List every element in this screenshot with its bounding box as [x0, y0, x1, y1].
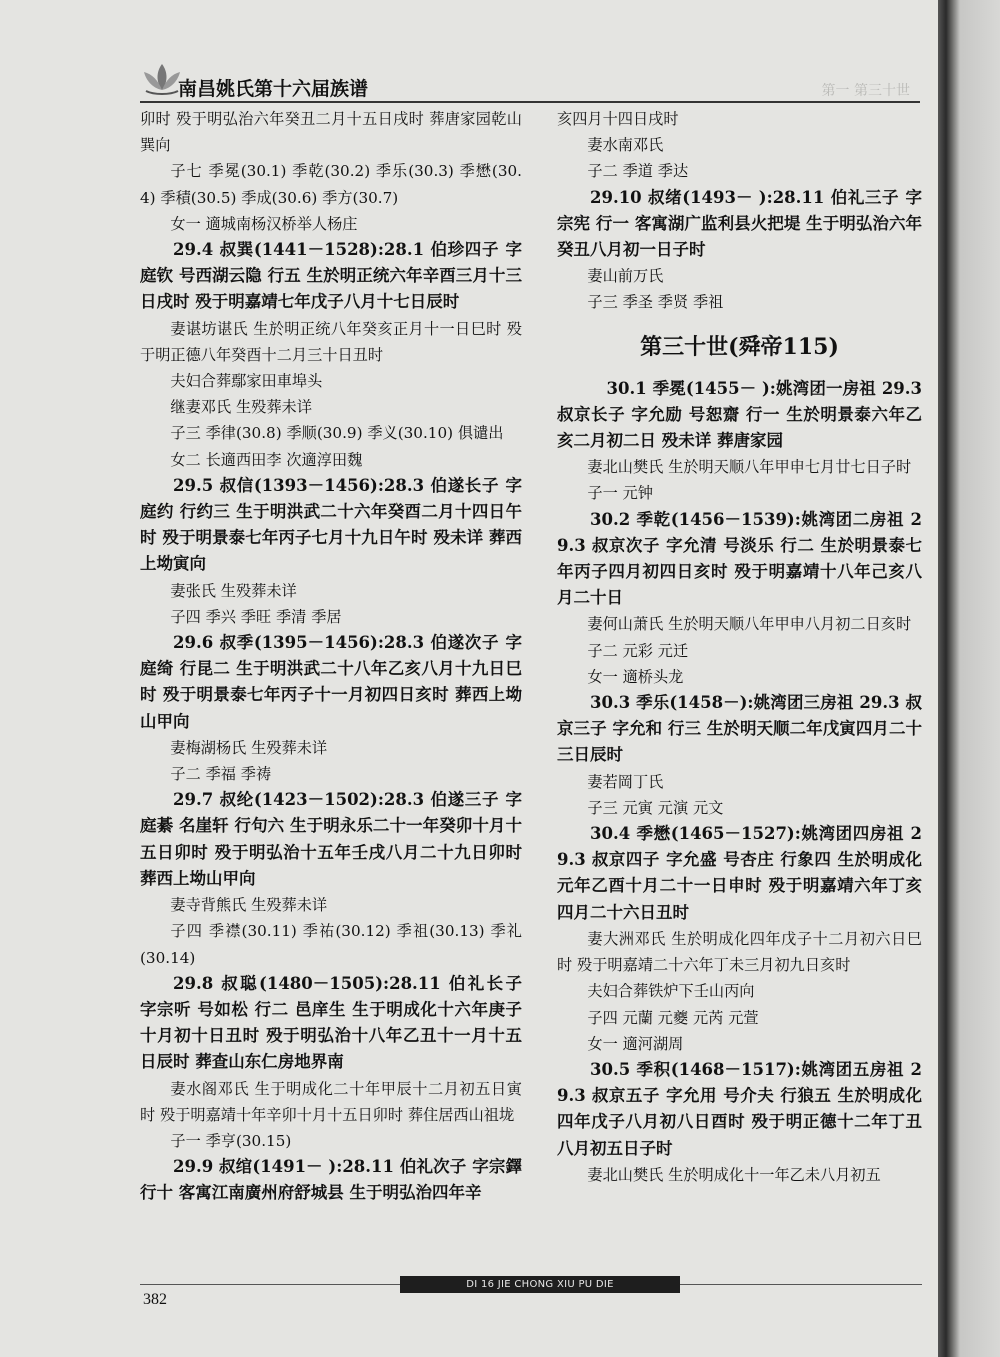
entry-line: 女二 长適西田李 次適淳田魏: [170, 450, 363, 469]
header-rule: [140, 101, 920, 103]
entry-line: 妻寺背熊氏 生殁葬未详: [170, 896, 328, 915]
entry-line: 子一 元钟: [587, 484, 653, 503]
entry-heading: 29.6 叔季(1395－1456):28.3 伯遂次子 字庭绮 行昆二 生于明洪武二十八年乙亥八月十九日巳时 殁于明景泰七年丙子十一月初四日亥时 葬西上坳山甲向: [140, 633, 522, 731]
entry-line: 子四 元蘭 元夔 元芮 元萱: [587, 1008, 759, 1027]
entry-heading: 29.9 叔绾(1491－ ):28.11 伯礼次子 字宗鐸 行十 客寓江南廣州府舒城县 生于明弘治四年辛: [140, 1157, 522, 1203]
left-column: [140, 106, 522, 1207]
entry-heading: 29.7 叔纶(1423－1502):28.3 伯遂三子 字庭綦 名崖轩 行句六 生于明永乐二十一年癸卯十月十五日卯时 殁于明弘治十五年壬戌八月二十九日卯时 葬西上坳山甲向: [140, 790, 522, 888]
entry-line: 子一 季亨(30.15): [170, 1131, 292, 1150]
entry-line: 子三 季律(30.8) 季顺(30.9) 季义(30.10) 俱谴出: [170, 424, 504, 443]
entry-line: 妻张氏 生殁葬未详: [170, 581, 297, 600]
entry-line: 妻谌坊谌氏 生於明正统八年癸亥正月十一日巳时 殁于明正德八年癸酉十二月三十日丑时: [140, 319, 522, 364]
entry-heading: 29.10 叔绪(1493－ ):28.11 伯礼三子 字宗宪 行一 客寓湖广监利县火把堤 生于明弘治六年癸丑八月初一日子时: [557, 187, 922, 260]
entry-line: 子四 季兴 季旺 季清 季居: [170, 607, 342, 626]
entry-line: 子二 元彩 元迁: [587, 641, 689, 660]
entry-line: 妻北山樊氏 生於明成化十一年乙未八月初五: [587, 1165, 881, 1184]
entry-heading: 30.4 季懋(1465－1527):姚湾团四房祖 29.3 叔京四子 字允盛 号杏庄 行象四 生於明成化元年乙酉十月二十一日申时 殁于明嘉靖六年丁亥四月二十六日丑时: [557, 824, 922, 922]
bleed-through-text: 第一 第三十世: [821, 83, 910, 99]
page-header: [140, 54, 920, 104]
entry-heading: 30.2 季乾(1456－1539):姚湾团二房祖 29.3 叔京次子 字允清 号淡乐 行二 生於明景泰七年丙子四月初四日亥时 殁于明嘉靖十八年己亥八月二十日: [557, 509, 922, 608]
right-column: [557, 106, 922, 1188]
entry-line: 女一 適桥头龙: [587, 667, 684, 686]
entry-line: 妻何山萧氏 生於明天顺八年甲申八月初二日亥时: [587, 615, 912, 634]
entry-line: 夫妇合葬铁炉下壬山丙向: [587, 982, 755, 1001]
entry-heading: 29.8 叔聪(1480－1505):28.11 伯礼长子 字宗听 号如松 行二 邑庠生 生于明成化十六年庚子十月初十日丑时 殁于明弘治十八年乙丑十一月十五日辰时 葬查山东仁房地界南: [140, 973, 522, 1072]
entry-line: 妻北山樊氏 生於明天顺八年甲申七月廿七日子时: [587, 458, 912, 477]
entry-line: 子三 元寅 元演 元文: [587, 798, 724, 817]
book-gutter: [938, 0, 1000, 1357]
generation-title: 第三十世(舜帝115): [640, 333, 839, 360]
entry-line: 子七 季冕(30.1) 季乾(30.2) 季乐(30.3) 季懋(30.4) 季積(30.5) 季成(30.6) 季方(30.7): [140, 162, 522, 207]
entry-line: 妻水南邓氏: [587, 136, 664, 155]
entry-heading: 30.5 季积(1468－1517):姚湾团五房祖 29.3 叔京五子 字允用 号介夫 行狼五 生於明成化四年戊子八月初八日酉时 殁于明正德十二年丁丑八月初五日子时: [557, 1059, 922, 1158]
entry-line: 妻山前万氏: [587, 267, 664, 286]
entry-line: 夫妇合葬鄢家田車埠头: [170, 372, 323, 391]
entry-line: 亥四月十四日戌时: [557, 110, 679, 128]
entry-heading: 30.3 季乐(1458－):姚湾团三房祖 29.3 叔京三子 字允和 行三 生於明天顺二年戊寅四月二十三日辰时: [557, 693, 922, 765]
entry-heading: 30.1 季冕(1455－ ):姚湾团一房祖 29.3 叔京长子 字允励 号恕齋 行一 生於明景泰六年乙亥二月初二日 殁未详 葬唐家园: [557, 378, 922, 451]
book-title: 南昌姚氏第十六届族谱: [178, 78, 369, 100]
entry-heading: 29.5 叔信(1393－1456):28.3 伯遂长子 字庭约 行约三 生于明洪武二十六年癸酉二月十四日午时 殁于明景泰七年丙子七月十九日午时 殁未详 葬西上坳寅向: [140, 475, 522, 574]
entry-line: 妻若岡丁氏: [587, 772, 664, 791]
entry-line: 女一 適城南杨汉桥举人杨庄: [170, 214, 358, 233]
entry-line: 卯时 殁于明弘治六年癸丑二月十五日戌时 葬唐家园乾山巽向: [140, 110, 522, 155]
entry-line: 妻水阁邓氏 生于明成化二十年甲辰十二月初五日寅时 殁于明嘉靖十年辛卯十月十五日卯时 葬住居西山祖垅: [140, 1079, 522, 1124]
entry-line: 子四 季襟(30.11) 季祐(30.12) 季祖(30.13) 季礼(30.14): [140, 922, 522, 967]
entry-line: 妻梅湖杨氏 生殁葬未详: [170, 738, 328, 757]
entry-heading: 29.4 叔巽(1441－1528):28.1 伯珍四子 字庭钦 号西湖云隐 行五 生於明正统六年辛酉三月十三日戌时 殁于明嘉靖七年戊子八月十七日辰时: [140, 240, 522, 312]
entry-line: 子二 季福 季祷: [170, 765, 272, 784]
entry-line: 子二 季道 季达: [587, 162, 689, 181]
entry-line: 继妻邓氏 生殁葬未详: [170, 398, 312, 417]
entry-line: 女一 適河湖周: [587, 1034, 684, 1053]
entry-line: 妻大洲邓氏 生於明成化四年戊子十二月初六日巳时 殁于明嘉靖二十六年丁未三月初九日亥时: [557, 929, 922, 975]
entry-line: 子三 季圣 季贤 季祖: [587, 293, 724, 312]
page-number: 382: [143, 1291, 167, 1308]
footer-bar: DI 16 JIE CHONG XIU PU DIE: [400, 1276, 680, 1293]
